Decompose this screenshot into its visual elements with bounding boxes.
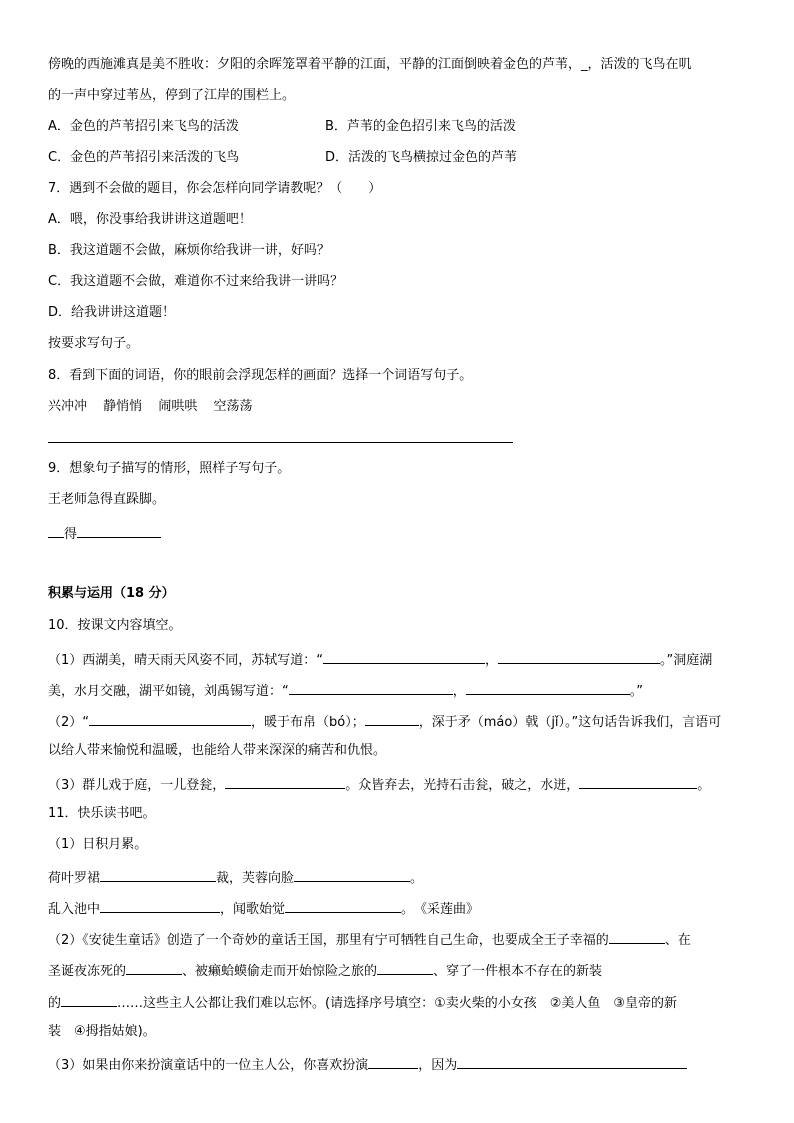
q8-word: 兴冲冲 <box>48 399 88 414</box>
q11-part3-text: （3）如果由你来扮演童话中的一位主人公，你喜欢扮演 <box>48 1058 369 1073</box>
q9-de-text: 得 <box>64 527 78 542</box>
q10-stem: 10．按课文内容填空。 <box>48 618 182 633</box>
q11-blank[interactable] <box>294 868 410 882</box>
q10-part2-line1 <box>48 712 721 731</box>
q7-stem: 7．遇到不会做的题目，你会怎样向同学请教呢？（ ） <box>48 181 382 196</box>
q11-part2-line1 <box>48 930 691 949</box>
q11-part2-line2 <box>48 961 602 980</box>
q11-part2-text: 、在 <box>664 933 691 948</box>
section-instruction: 按要求写句子。 <box>48 336 140 351</box>
q11-poem-text: ，闻歌始觉 <box>220 902 286 917</box>
q11-part2-text: 、穿了一件根本不存在的新装 <box>433 964 603 979</box>
q10-part3-text: 。众皆弃去，光持石击瓮，破之，水迸， <box>345 778 580 793</box>
q7-option-d: D．给我讲讲这道题！ <box>48 305 176 320</box>
q8-word-list <box>48 399 252 415</box>
q9-blank-2[interactable] <box>77 524 161 538</box>
q10-part3-text: （3）群儿戏于庭，一儿登瓮， <box>48 778 226 793</box>
q11-part2-text: 圣诞夜冻死的 <box>48 964 127 979</box>
q10-part2-line2: 以给人带来愉悦和温暖，也能给人带来深深的痛苦和仇恨。 <box>48 743 387 758</box>
q10-blank[interactable] <box>225 775 345 789</box>
q11-blank[interactable] <box>100 899 220 913</box>
q11-poem-text: 荷叶罗裙 <box>48 871 101 886</box>
q9-blank-1[interactable] <box>48 524 64 538</box>
q10-blank[interactable] <box>365 712 419 726</box>
q11-poem-text: 。 <box>410 871 424 886</box>
q8-word: 闹哄哄 <box>158 399 198 414</box>
q6-option-b: B．芦苇的金色招引来飞鸟的活泼 <box>325 119 516 134</box>
q11-part3 <box>48 1055 687 1074</box>
q11-blank[interactable] <box>100 868 216 882</box>
q11-poem-text: 。 《采莲曲》 <box>401 902 480 917</box>
q6-line1: 傍晚的西施滩真是美不胜收：夕阳的余晖笼罩着平静的江面，平静的江面倒映着金色的芦苇，_，活泼的飞鸟在叽 <box>48 57 692 72</box>
section-title: 积累与运用（18 分） <box>48 586 175 601</box>
q6-options-row1 <box>48 119 516 135</box>
q8-word: 静悄悄 <box>103 399 143 414</box>
q11-poem-text: 裁，芙蓉向脸 <box>216 871 295 886</box>
q7-option-a: A．喂，你没事给我讲讲这道题吧！ <box>48 212 252 227</box>
q11-part2-text: ……这些主人公都让我们难以忘怀。(请选择序号填空：①卖火柴的小女孩 ②美人鱼 ③皇帝的新 <box>117 996 678 1011</box>
q10-part1-text: （1）西湖美，晴天雨天风姿不同，苏轼写道：“ <box>48 653 324 668</box>
q11-part3-text: ，因为 <box>418 1058 458 1073</box>
q10-blank[interactable] <box>289 681 453 695</box>
q10-part3-text: 。 <box>697 778 711 793</box>
q10-punct: ， <box>485 653 499 668</box>
q11-blank[interactable] <box>457 1055 687 1069</box>
q9-answer-row <box>48 524 161 543</box>
q11-part2-text: 、被癞蛤蟆偷走而开始惊险之旅的 <box>182 964 378 979</box>
q7-option-b: B．我这道题不会做，麻烦你给我讲一讲，好吗？ <box>48 243 330 258</box>
q11-poem-line2 <box>48 899 479 918</box>
q10-part1-line2 <box>48 681 643 700</box>
q6-option-c: C．金色的芦苇招引来活泼的飞鸟 <box>48 150 240 165</box>
q10-punct: ， <box>452 684 466 699</box>
q6-option-a: A．金色的芦苇招引来飞鸟的活泼 <box>48 119 239 134</box>
q8-word: 空荡荡 <box>213 399 253 414</box>
q9-example: 王老师急得直跺脚。 <box>48 492 166 507</box>
q10-blank[interactable] <box>498 650 660 664</box>
q6-line2: 的一声中穿过苇丛，停到了江岸的围栏上。 <box>48 88 296 103</box>
q11-blank[interactable] <box>377 961 433 975</box>
q10-blank[interactable] <box>466 681 630 695</box>
q11-blank[interactable] <box>368 1055 418 1069</box>
q10-part1-text: 。” <box>629 684 644 699</box>
q10-blank[interactable] <box>323 650 485 664</box>
q7-option-c: C．我这道题不会做，难道你不过来给我讲一讲吗？ <box>48 274 344 289</box>
q11-part2-line4: 装 ④拇指姑娘)。 <box>48 1024 156 1039</box>
q10-part2-text: ，深于矛（máo）戟（jǐ）。”这句话告诉我们，言语可 <box>418 715 722 730</box>
q11-part1-label: （1）日积月累。 <box>48 837 148 852</box>
q10-part1-text: 。”洞庭湖 <box>660 653 713 668</box>
q6-option-d: D．活泼的飞鸟横掠过金色的芦苇 <box>325 150 518 165</box>
q10-blank[interactable] <box>89 712 251 726</box>
q8-answer-line[interactable] <box>48 442 513 443</box>
q11-part2-line3 <box>48 993 677 1012</box>
q11-stem: 11．快乐读书吧。 <box>48 806 156 821</box>
q10-part1-line1 <box>48 650 712 669</box>
q8-stem: 8．看到下面的词语，你的眼前会浮现怎样的画面？选择一个词语写句子。 <box>48 368 473 383</box>
q6-options-row2 <box>48 150 518 166</box>
q10-part1-text: 美，水月交融，湖平如镜，刘禹锡写道：“ <box>48 684 289 699</box>
q11-blank[interactable] <box>285 899 401 913</box>
q11-part2-text: （2）《安徒生童话》创造了一个奇妙的童话王国，那里有宁可牺牲自己生命，也要成全王子幸福的 <box>48 933 609 948</box>
q11-blank[interactable] <box>609 930 665 944</box>
q11-blank[interactable] <box>126 961 182 975</box>
q9-stem: 9．想象句子描写的情形，照样子写句子。 <box>48 461 291 476</box>
q11-poem-line1 <box>48 868 423 887</box>
q10-part2-text: （2）“ <box>48 715 90 730</box>
q10-part2-text: ，暖于布帛（bó）； <box>251 715 365 730</box>
q11-part2-text: 的 <box>48 996 62 1011</box>
q11-blank[interactable] <box>61 993 117 1007</box>
q10-part3 <box>48 775 710 794</box>
q11-poem-text: 乱入池中 <box>48 902 101 917</box>
q10-blank[interactable] <box>579 775 697 789</box>
